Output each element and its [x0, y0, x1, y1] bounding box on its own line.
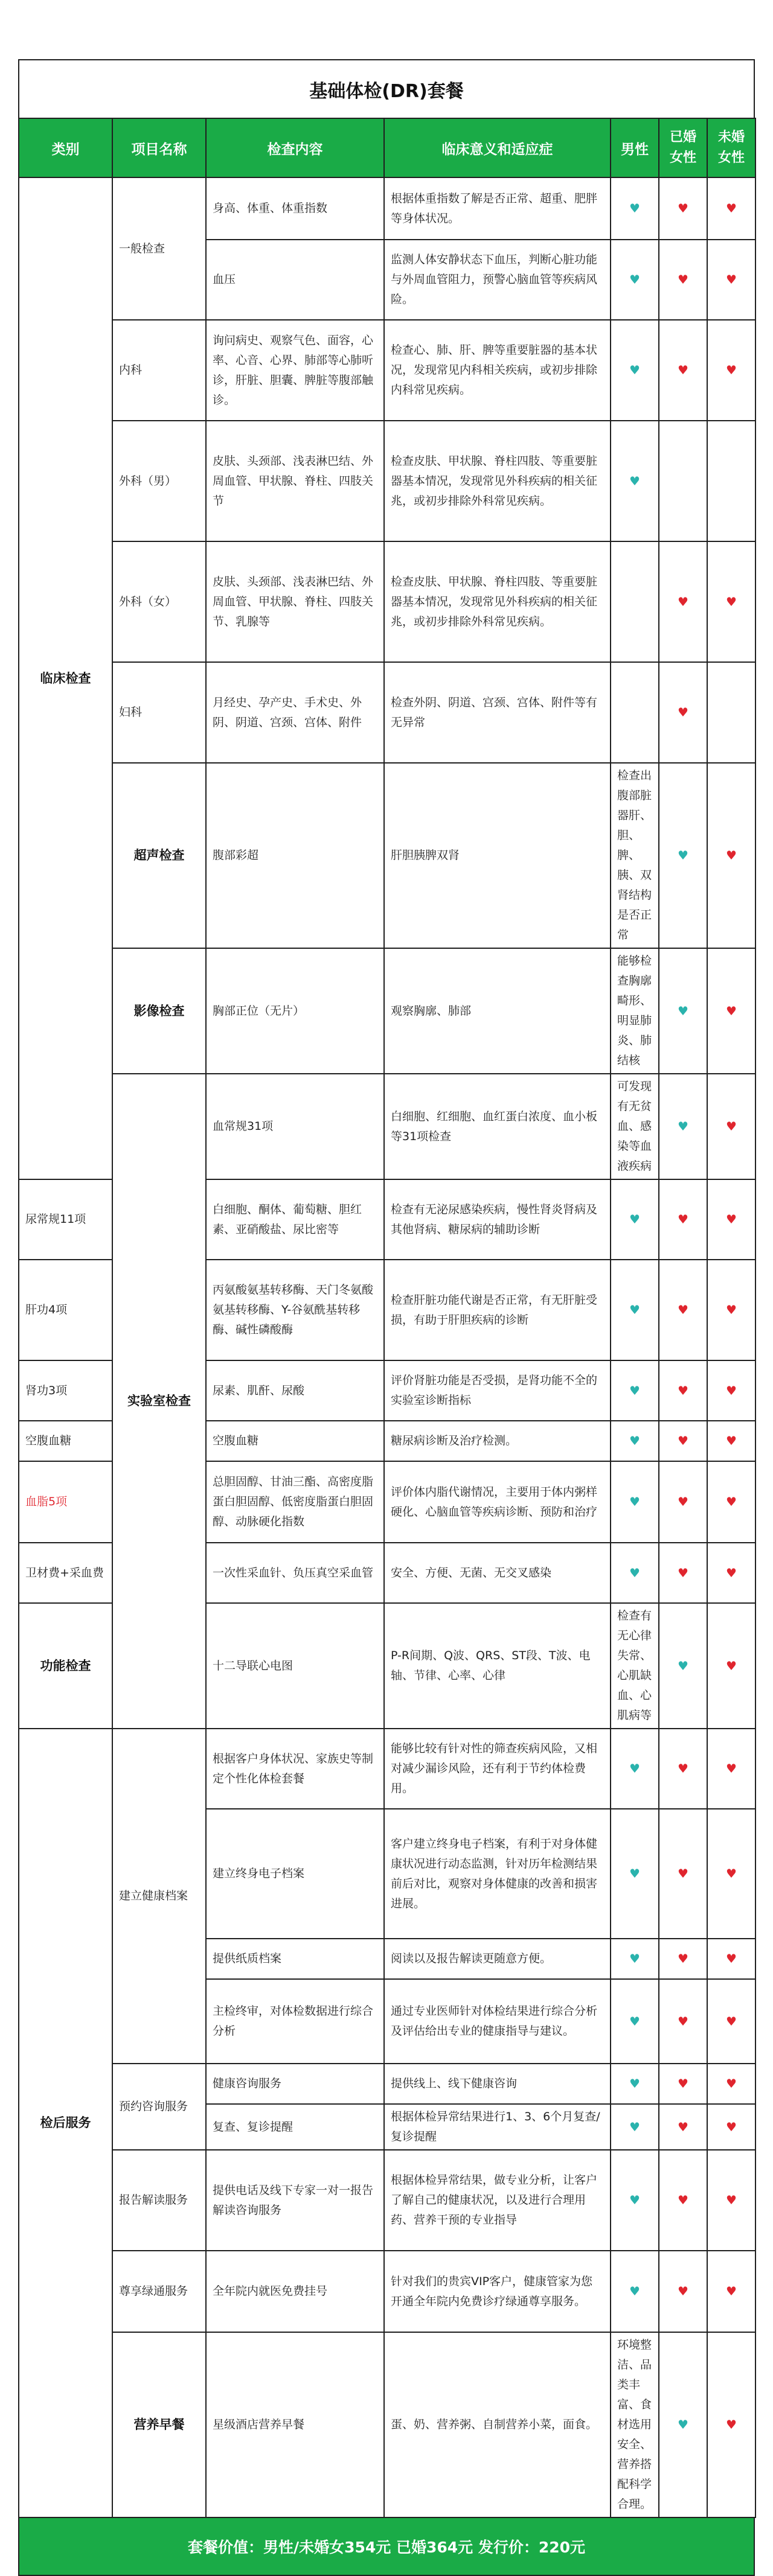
- heart-icon: ♥: [678, 1212, 688, 1226]
- applicability-married-female-cell: [659, 2064, 707, 2104]
- applicability-unmarried-female-cell: [707, 1461, 755, 1543]
- item-name-cell: 血脂5项: [19, 1461, 112, 1543]
- category-cell: 营养早餐: [112, 2332, 206, 2517]
- applicability-married-female-cell: [659, 1360, 707, 1421]
- applicability-male-cell: [611, 2251, 659, 2332]
- heart-icon: ♥: [629, 201, 640, 215]
- table-row: [19, 1729, 755, 1809]
- content-cell: 月经史、孕产史、手术史、外阴、阴道、宫颈、宫体、附件: [206, 662, 384, 763]
- applicability-married-female-cell: [659, 1809, 707, 1939]
- applicability-unmarried-female-cell: [707, 421, 755, 541]
- heart-icon: ♥: [726, 1658, 737, 1673]
- meaning-cell: 阅读以及报告解读更随意方便。: [384, 1939, 611, 1979]
- applicability-married-female-cell: [659, 662, 707, 763]
- header-married-female: 已婚 女性: [659, 118, 707, 177]
- heart-icon: ♥: [726, 2119, 737, 2134]
- table-row: [19, 2064, 755, 2104]
- applicability-unmarried-female-cell: [707, 1260, 755, 1360]
- item-name-cell: 外科（女）: [112, 541, 206, 662]
- heart-icon: ♥: [726, 1003, 737, 1018]
- meaning-cell: 可发现有无贫血、感染等血液疾病: [611, 1074, 659, 1179]
- heart-icon: ♥: [678, 2417, 688, 2432]
- meaning-cell: 安全、方便、无菌、无交叉感染: [384, 1543, 611, 1603]
- content-cell: 一次性采血针、负压真空采血管: [206, 1543, 384, 1603]
- category-cell: 实验室检查: [112, 1074, 206, 1729]
- meaning-cell: 检查皮肤、甲状腺、脊柱四肢、等重要脏器基本情况，发现常见外科疾病的相关征兆，或初步排除外科常见疾病。: [384, 421, 611, 541]
- heart-icon: ♥: [726, 1433, 737, 1448]
- applicability-unmarried-female-cell: [707, 1421, 755, 1461]
- heart-icon: ♥: [629, 272, 640, 287]
- meaning-cell: 糖尿病诊断及治疗检测。: [384, 1421, 611, 1461]
- header-clinical-meaning: 临床意义和适应症: [384, 118, 611, 177]
- applicability-male-cell: [611, 421, 659, 541]
- item-name-cell: 肾功3项: [19, 1360, 112, 1421]
- heart-icon: ♥: [678, 201, 688, 215]
- applicability-married-female-cell: [707, 2332, 755, 2517]
- applicability-married-female-cell: [659, 320, 707, 421]
- applicability-male-cell: [611, 1809, 659, 1939]
- heart-icon: ♥: [678, 1003, 688, 1018]
- applicability-male-cell: [611, 541, 659, 662]
- heart-icon: ♥: [629, 1951, 640, 1966]
- applicability-married-female-cell: [707, 1074, 755, 1179]
- applicability-unmarried-female-cell: [707, 2251, 755, 2332]
- heart-icon: ♥: [678, 1494, 688, 1509]
- meaning-cell: 检查出腹部脏器肝、胆、脾、胰、双肾结构是否正常: [611, 763, 659, 948]
- applicability-married-female-cell: [659, 1939, 707, 1979]
- heart-icon: ♥: [726, 848, 737, 862]
- checkup-table: [18, 118, 756, 2518]
- applicability-unmarried-female-cell: [707, 1729, 755, 1809]
- meaning-cell: 检查有无泌尿感染疾病，慢性肾炎肾病及其他肾病、糖尿病的辅助诊断: [384, 1179, 611, 1260]
- heart-icon: ♥: [678, 705, 688, 719]
- table-row: [19, 177, 755, 240]
- heart-icon: ♥: [629, 2193, 640, 2207]
- applicability-married-female-cell: [659, 1179, 707, 1260]
- item-name-cell: 十二导联心电图: [206, 1603, 384, 1729]
- content-cell: 身高、体重、体重指数: [206, 177, 384, 240]
- heart-icon: ♥: [629, 2013, 640, 2029]
- price-footer: 套餐价值：男性/未婚女354元 已婚364元 发行价：220元: [18, 2518, 755, 2576]
- header-male: 男性: [611, 118, 659, 177]
- applicability-male-cell: [659, 1074, 707, 1179]
- applicability-married-female-cell: [659, 177, 707, 240]
- applicability-unmarried-female-cell: [707, 662, 755, 763]
- applicability-married-female-cell: [659, 240, 707, 320]
- content-cell: 白细胞、酮体、葡萄糖、胆红素、亚硝酸盐、尿比密等: [206, 1179, 384, 1260]
- heart-icon: ♥: [629, 1565, 640, 1580]
- heart-icon: ♥: [726, 1494, 737, 1509]
- category-cell: 临床检查: [19, 177, 112, 1179]
- applicability-married-female-cell: [659, 1421, 707, 1461]
- heart-icon: ♥: [726, 1565, 737, 1580]
- item-name-cell: 尊享绿通服务: [112, 2251, 206, 2332]
- applicability-unmarried-female-cell: [707, 177, 755, 240]
- applicability-married-female-cell: [659, 2150, 707, 2251]
- heart-icon: ♥: [678, 1383, 688, 1398]
- content-cell: 提供纸质档案: [206, 1939, 384, 1979]
- applicability-married-female-cell: [659, 541, 707, 662]
- heart-icon: ♥: [678, 2284, 688, 2298]
- applicability-male-cell: [611, 2064, 659, 2104]
- heart-icon: ♥: [726, 2013, 737, 2029]
- meaning-cell: 检查有无心律失常、心肌缺血、心肌病等: [611, 1603, 659, 1729]
- table-row: [19, 763, 755, 948]
- applicability-unmarried-female-cell: [707, 1179, 755, 1260]
- heart-icon: ♥: [726, 594, 737, 609]
- table-row: [19, 320, 755, 421]
- applicability-married-female-cell: [659, 2251, 707, 2332]
- heart-icon: ♥: [629, 2076, 640, 2091]
- heart-icon: ♥: [629, 1866, 640, 1881]
- table-row: [19, 2332, 755, 2517]
- category-cell: 检后服务: [19, 1729, 112, 2517]
- applicability-unmarried-female-cell: [707, 2064, 755, 2104]
- content-cell: 肝胆胰脾双肾: [384, 763, 611, 948]
- content-cell: 丙氨酸氨基转移酶、天门冬氨酸氨基转移酶、Y-谷氨酰基转移酶、碱性磷酸酶: [206, 1260, 384, 1360]
- meaning-cell: 针对我们的贵宾VIP客户，健康管家为您开通全年院内免费诊疗绿通尊享服务。: [384, 2251, 611, 2332]
- applicability-male-cell: [611, 1543, 659, 1603]
- meaning-cell: 监测人体安静状态下血压，判断心脏功能与外周血管阻力，预警心脑血管等疾病风险。: [384, 240, 611, 320]
- header-unmarried-female: 未婚 女性: [707, 118, 755, 177]
- content-cell: 血压: [206, 240, 384, 320]
- meaning-cell: 根据体检异常结果进行1、3、6个月复查/复诊提醒: [384, 2104, 611, 2150]
- content-cell: 主检终审，对体检数据进行综合分析: [206, 1979, 384, 2064]
- heart-icon: ♥: [629, 1494, 640, 1509]
- heart-icon: ♥: [726, 2076, 737, 2091]
- applicability-male-cell: [611, 1179, 659, 1260]
- category-cell: 影像检查: [112, 948, 206, 1074]
- meaning-cell: 能够检查胸廓畸形、明显肺炎、肺结核: [611, 948, 659, 1074]
- category-cell: 超声检查: [112, 763, 206, 948]
- applicability-male-cell: [611, 320, 659, 421]
- heart-icon: ♥: [726, 1866, 737, 1881]
- meaning-cell: 评价体内脂代谢情况，主要用于体内粥样硬化、心脑血管等疾病诊断、预防和治疗: [384, 1461, 611, 1543]
- applicability-male-cell: [611, 1421, 659, 1461]
- applicability-unmarried-female-cell: [707, 1543, 755, 1603]
- content-cell: 健康咨询服务: [206, 2064, 384, 2104]
- heart-icon: ♥: [678, 1761, 688, 1776]
- heart-icon: ♥: [629, 2284, 640, 2298]
- heart-icon: ♥: [726, 2284, 737, 2298]
- applicability-married-female-cell: [659, 1461, 707, 1543]
- item-name-cell: 肝功4项: [19, 1260, 112, 1360]
- heart-icon: ♥: [726, 201, 737, 215]
- heart-icon: ♥: [678, 2076, 688, 2091]
- applicability-married-female-cell: [707, 948, 755, 1074]
- heart-icon: ♥: [629, 1212, 640, 1226]
- meaning-cell: 检查外阴、阴道、宫颈、宫体、附件等有无异常: [384, 662, 611, 763]
- page-title: 基础体检(DR)套餐: [18, 59, 755, 118]
- heart-icon: ♥: [678, 2193, 688, 2207]
- applicability-unmarried-female-cell: [707, 320, 755, 421]
- heart-icon: ♥: [726, 2417, 737, 2432]
- content-cell: 皮肤、头颈部、浅表淋巴结、外周血管、甲状腺、脊柱、四肢关节、乳腺等: [206, 541, 384, 662]
- heart-icon: ♥: [726, 1383, 737, 1398]
- heart-icon: ♥: [678, 1302, 688, 1317]
- applicability-male-cell: [611, 177, 659, 240]
- heart-icon: ♥: [726, 2193, 737, 2207]
- applicability-male-cell: [611, 240, 659, 320]
- applicability-male-cell: [611, 1979, 659, 2064]
- applicability-unmarried-female-cell: [707, 1360, 755, 1421]
- meaning-cell: 评价肾脏功能是否受损，是肾功能不全的实验室诊断指标: [384, 1360, 611, 1421]
- meaning-cell: 根据体检异常结果，做专业分析，让客户了解自己的健康状况，以及进行合理用药、营养干预的专业指导: [384, 2150, 611, 2251]
- table-header-row: [19, 118, 755, 177]
- heart-icon: ♥: [629, 1383, 640, 1398]
- header-category: 类别: [19, 118, 112, 177]
- header-content: 检查内容: [206, 118, 384, 177]
- heart-icon: ♥: [726, 363, 737, 377]
- content-cell: 白细胞、红细胞、血红蛋白浓度、血小板等31项检查: [384, 1074, 611, 1179]
- heart-icon: ♥: [678, 1565, 688, 1580]
- heart-icon: ♥: [726, 272, 737, 287]
- heart-icon: ♥: [629, 2119, 640, 2134]
- heart-icon: ♥: [726, 1761, 737, 1776]
- applicability-unmarried-female-cell: [707, 1809, 755, 1939]
- item-name-cell: 胸部正位（无片）: [206, 948, 384, 1074]
- heart-icon: ♥: [726, 1212, 737, 1226]
- package-sheet: [18, 59, 755, 2576]
- heart-icon: ♥: [678, 848, 688, 862]
- item-name-cell: 空腹血糖: [19, 1421, 112, 1461]
- meaning-cell: 检查肝脏功能代谢是否正常，有无肝脏受损，有助于肝胆疾病的诊断: [384, 1260, 611, 1360]
- applicability-male-cell: [611, 1939, 659, 1979]
- heart-icon: ♥: [678, 1119, 688, 1133]
- heart-icon: ♥: [629, 1302, 640, 1317]
- heart-icon: ♥: [678, 272, 688, 287]
- applicability-male-cell: [659, 948, 707, 1074]
- heart-icon: ♥: [726, 1302, 737, 1317]
- heart-icon: ♥: [678, 594, 688, 609]
- content-cell: 空腹血糖: [206, 1421, 384, 1461]
- item-name-cell: 建立健康档案: [112, 1729, 206, 2064]
- content-cell: P-R间期、Q波、QRS、ST段、T波、电轴、节律、心率、心律: [384, 1603, 611, 1729]
- content-cell: 尿素、肌酐、尿酸: [206, 1360, 384, 1421]
- table-row: [19, 948, 755, 1074]
- applicability-married-female-cell: [659, 1260, 707, 1360]
- applicability-male-cell: [611, 1729, 659, 1809]
- table-row: [19, 662, 755, 763]
- table-row: [19, 421, 755, 541]
- meaning-cell: 客户建立终身电子档案，有利于对身体健康状况进行动态监测，针对历年检测结果前后对比，观察对身体健康的改善和损害进展。: [384, 1809, 611, 1939]
- content-cell: 全年院内就医免费挂号: [206, 2251, 384, 2332]
- applicability-male-cell: [659, 1603, 707, 1729]
- meaning-cell: 根据体重指数了解是否正常、超重、肥胖等身体状况。: [384, 177, 611, 240]
- heart-icon: ♥: [629, 1433, 640, 1448]
- table-row: [19, 2150, 755, 2251]
- applicability-unmarried-female-cell: [707, 2150, 755, 2251]
- applicability-male-cell: [611, 1461, 659, 1543]
- applicability-married-female-cell: [659, 1979, 707, 2064]
- heart-icon: ♥: [678, 2013, 688, 2029]
- content-cell: 提供电话及线下专家一对一报告解读咨询服务: [206, 2150, 384, 2251]
- heart-icon: ♥: [726, 1119, 737, 1133]
- item-name-cell: 一般检查: [112, 177, 206, 320]
- applicability-male-cell: [611, 662, 659, 763]
- item-name-cell: 预约咨询服务: [112, 2064, 206, 2150]
- applicability-married-female-cell: [659, 1729, 707, 1809]
- applicability-unmarried-female-cell: [707, 1979, 755, 2064]
- content-cell: 总胆固醇、甘油三酯、高密度脂蛋白胆固醇、低密度脂蛋白胆固醇、动脉硬化指数: [206, 1461, 384, 1543]
- content-cell: 复查、复诊提醒: [206, 2104, 384, 2150]
- heart-icon: ♥: [678, 1951, 688, 1966]
- table-body: [19, 177, 755, 2517]
- meaning-cell: 检查心、肺、肝、脾等重要脏器的基本状况，发现常见内科相关疾病，或初步排除内科常见疾病。: [384, 320, 611, 421]
- heart-icon: ♥: [678, 1866, 688, 1881]
- heart-icon: ♥: [678, 1658, 688, 1673]
- applicability-married-female-cell: [707, 1603, 755, 1729]
- table-row: [19, 2251, 755, 2332]
- item-name-cell: 妇科: [112, 662, 206, 763]
- meaning-cell: 环境整洁、品类丰富、食材选用安全、营养搭配科学合理。: [611, 2332, 659, 2517]
- meaning-cell: 检查皮肤、甲状腺、脊柱四肢、等重要脏器基本情况，发现常见外科疾病的相关征兆，或初步排除外科常见疾病。: [384, 541, 611, 662]
- category-cell: 功能检查: [19, 1603, 112, 1729]
- applicability-male-cell: [611, 2150, 659, 2251]
- meaning-cell: 通过专业医师针对体检结果进行综合分析及评估给出专业的健康指导与建议。: [384, 1979, 611, 2064]
- content-cell: 建立终身电子档案: [206, 1809, 384, 1939]
- item-name-cell: 报告解读服务: [112, 2150, 206, 2251]
- meaning-cell: 提供线上、线下健康咨询: [384, 2064, 611, 2104]
- applicability-male-cell: [611, 1260, 659, 1360]
- applicability-married-female-cell: [659, 1543, 707, 1603]
- content-cell: 皮肤、头颈部、浅表淋巴结、外周血管、甲状腺、脊柱、四肢关节: [206, 421, 384, 541]
- item-name-cell: 尿常规11项: [19, 1179, 112, 1260]
- heart-icon: ♥: [678, 1433, 688, 1448]
- applicability-married-female-cell: [659, 2104, 707, 2150]
- heart-icon: ♥: [629, 1761, 640, 1776]
- heart-icon: ♥: [726, 1951, 737, 1966]
- item-name-cell: 血常规31项: [206, 1074, 384, 1179]
- item-name-cell: 外科（男）: [112, 421, 206, 541]
- header-item-name: 项目名称: [112, 118, 206, 177]
- table-row: [19, 1074, 755, 1179]
- applicability-unmarried-female-cell: [707, 2104, 755, 2150]
- content-cell: 蛋、奶、营养粥、自制营养小菜，面食。: [384, 2332, 611, 2517]
- content-cell: 观察胸廓、肺部: [384, 948, 611, 1074]
- heart-icon: ♥: [629, 363, 640, 377]
- item-name-cell: 腹部彩超: [206, 763, 384, 948]
- applicability-married-female-cell: [707, 763, 755, 948]
- applicability-male-cell: [611, 2104, 659, 2150]
- heart-icon: ♥: [629, 473, 640, 488]
- applicability-male-cell: [659, 763, 707, 948]
- applicability-unmarried-female-cell: [707, 1939, 755, 1979]
- applicability-male-cell: [659, 2332, 707, 2517]
- table-row: [19, 541, 755, 662]
- item-name-cell: 星级酒店营养早餐: [206, 2332, 384, 2517]
- content-cell: 根据客户身体状况、家族史等制定个性化体检套餐: [206, 1729, 384, 1809]
- applicability-male-cell: [611, 1360, 659, 1421]
- applicability-unmarried-female-cell: [707, 240, 755, 320]
- applicability-married-female-cell: [659, 421, 707, 541]
- item-name-cell: 卫材费+采血费: [19, 1543, 112, 1603]
- meaning-cell: 能够比较有针对性的筛查疾病风险，又相对减少漏诊风险，还有利于节约体检费用。: [384, 1729, 611, 1809]
- heart-icon: ♥: [678, 363, 688, 377]
- applicability-unmarried-female-cell: [707, 541, 755, 662]
- heart-icon: ♥: [678, 2119, 688, 2134]
- content-cell: 询问病史、观察气色、面容，心率、心音、心界、肺部等心肺听诊，肝脏、胆囊、脾脏等腹部触诊。: [206, 320, 384, 421]
- item-name-cell: 内科: [112, 320, 206, 421]
